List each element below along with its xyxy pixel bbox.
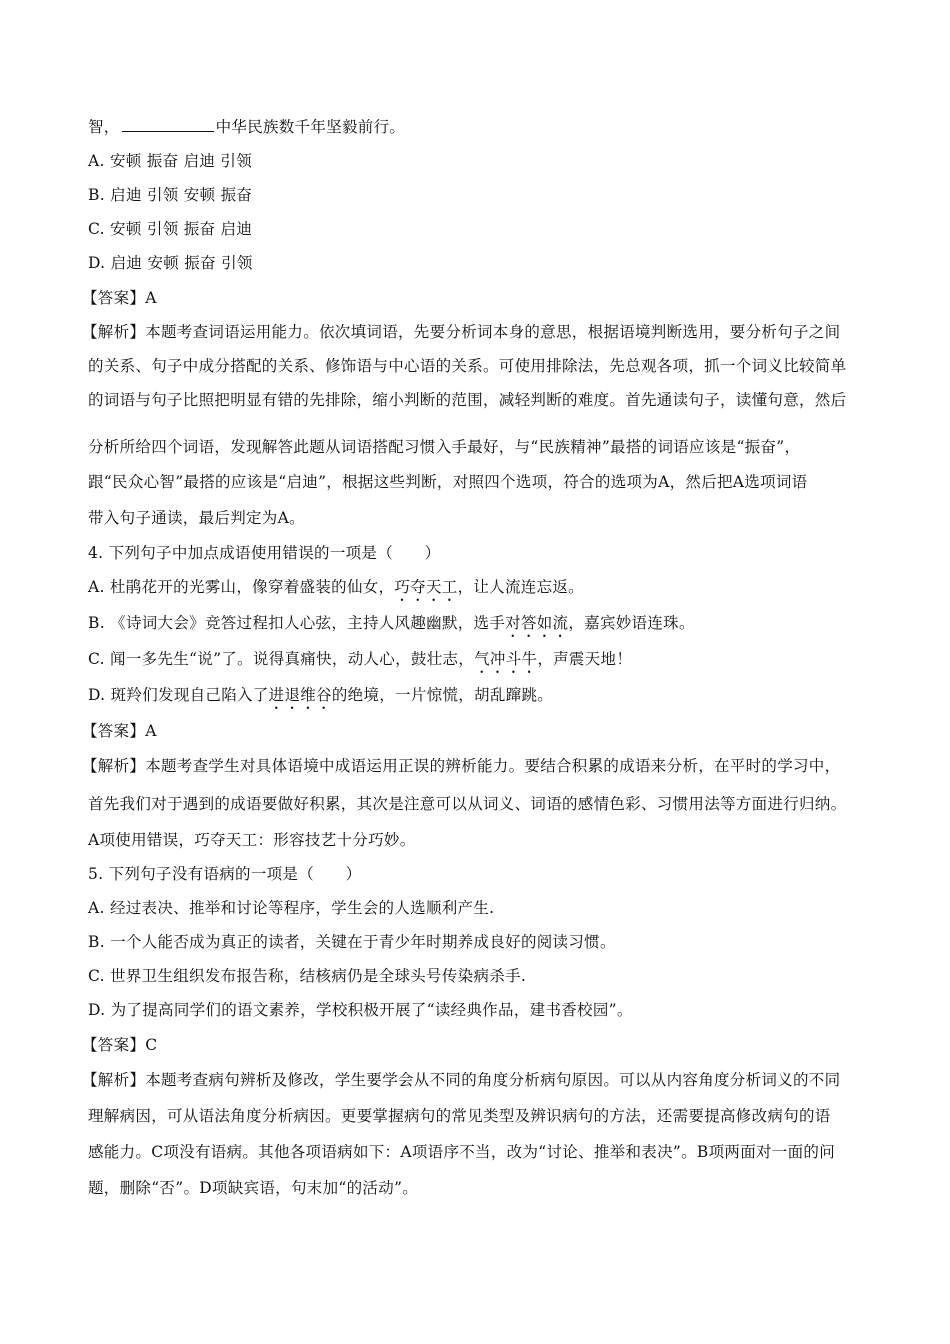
q4-option-a: A. 杜鹃花开的光雾山，像穿着盛装的仙女，巧夺天工，让人流连忘返。 bbox=[88, 578, 584, 596]
q5-option-d: D. 为了提高同学们的语文素养，学校积极开展了“读经典作品，建书香校园”。 bbox=[88, 1001, 633, 1019]
q5-stem: 5. 下列句子没有语病的一项是（ ） bbox=[88, 865, 362, 883]
q3-stem-tail: 智， 中华民族数千年坚毅前行。 bbox=[88, 118, 406, 136]
q3-option-b: B. 启迪 引领 安顿 振奋 bbox=[88, 186, 253, 204]
q5-analysis-line-3: 感能力。C项没有语病。其他各项语病如下：A项语序不当，改为“讨论、推举和表决”。B项两面对一面的问 bbox=[88, 1143, 835, 1161]
q3-option-c: C. 安顿 引领 振奋 启迪 bbox=[88, 220, 253, 238]
q4-stem: 4. 下列句子中加点成语使用错误的一项是（ ） bbox=[88, 544, 441, 562]
q3-answer: 【答案】A bbox=[82, 289, 157, 307]
q4-analysis-line-3: A项使用错误，巧夺天工：形容技艺十分巧妙。 bbox=[88, 831, 416, 849]
q5-answer: 【答案】C bbox=[82, 1036, 158, 1054]
q5-option-b: B. 一个人能否成为真正的读者，关键在于青少年时期养成良好的阅读习惯。 bbox=[88, 933, 616, 951]
q3-analysis-line-3: 的词语与句子比照把明显有错的先排除，缩小判断的范围，减轻判断的难度。首先通读句子，读懂句意，然后 bbox=[88, 391, 847, 409]
q3-analysis-line-1: 【解析】本题考查词语运用能力。依次填词语，先要分析词本身的意思，根据语境判断选用，要分析句子之间 bbox=[82, 323, 841, 341]
fill-blank bbox=[122, 117, 214, 132]
q5-option-a: A. 经过表决、推举和讨论等程序，学生会的人选顺利产生. bbox=[88, 899, 495, 917]
dotted-idiom: 巧夺天工 bbox=[394, 578, 458, 596]
q3-analysis-line-4: 分析所给四个词语，发现解答此题从词语搭配习惯入手最好，与“民族精神”最搭的词语应该是“振奋”， bbox=[88, 438, 801, 456]
q4-analysis-line-2: 首先我们对于遇到的成语要做好积累，其次是注意可以从词义、词语的感情色彩、习惯用法等方面进行归纳。 bbox=[88, 795, 847, 813]
q4-option-b: B. 《诗词大会》竞答过程扣人心弦，主持人风趣幽默，选手对答如流，嘉宾妙语连珠。 bbox=[88, 614, 695, 632]
q3-analysis-line-2: 的关系、句子中成分搭配的关系、修饰语与中心语的关系。可使用排除法，先总观各项，抓一个词义比较简单 bbox=[88, 357, 847, 375]
dotted-idiom: 气冲斗牛 bbox=[474, 650, 538, 668]
q5-analysis-line-4: 题，删除“否”。D项缺宾语，句末加“的活动”。 bbox=[88, 1179, 419, 1197]
dotted-idiom: 对答如流 bbox=[505, 614, 569, 632]
q3-option-a: A. 安顿 振奋 启迪 引领 bbox=[88, 152, 253, 170]
q5-analysis-line-1: 【解析】本题考查病句辨析及修改，学生要学会从不同的角度分析病句原因。可以从内容角度分析词义的不同 bbox=[82, 1071, 841, 1089]
q3-analysis-line-6: 带入句子通读，最后判定为A。 bbox=[88, 509, 305, 527]
q5-analysis-line-2: 理解病因，可从语法角度分析病因。更要掌握病句的常见类型及辨识病句的方法，还需要提高修改病句的语 bbox=[88, 1107, 831, 1125]
q5-option-c: C. 世界卫生组织发布报告称，结核病仍是全球头号传染病杀手. bbox=[88, 967, 527, 985]
dotted-idiom: 进退维谷 bbox=[268, 686, 332, 704]
q3-option-d: D. 启迪 安顿 振奋 引领 bbox=[88, 254, 253, 272]
q4-option-d: D. 斑羚们发现自己陷入了进退维谷的绝境，一片惊慌，胡乱蹿跳。 bbox=[88, 686, 554, 704]
q4-analysis-line-1: 【解析】本题考查学生对具体语境中成语运用正误的辨析能力。要结合积累的成语来分析，在平时的学习中， bbox=[82, 757, 841, 775]
q4-option-c: C. 闻一多先生“说”了。说得真痛快，动人心，鼓壮志，气冲斗牛，声震天地！ bbox=[88, 650, 633, 668]
q4-answer: 【答案】A bbox=[82, 722, 157, 740]
q3-analysis-line-5: 跟“民众心智”最搭的应该是“启迪”，根据这些判断，对照四个选项，符合的选项为A，然后把A选项词语 bbox=[88, 473, 808, 491]
